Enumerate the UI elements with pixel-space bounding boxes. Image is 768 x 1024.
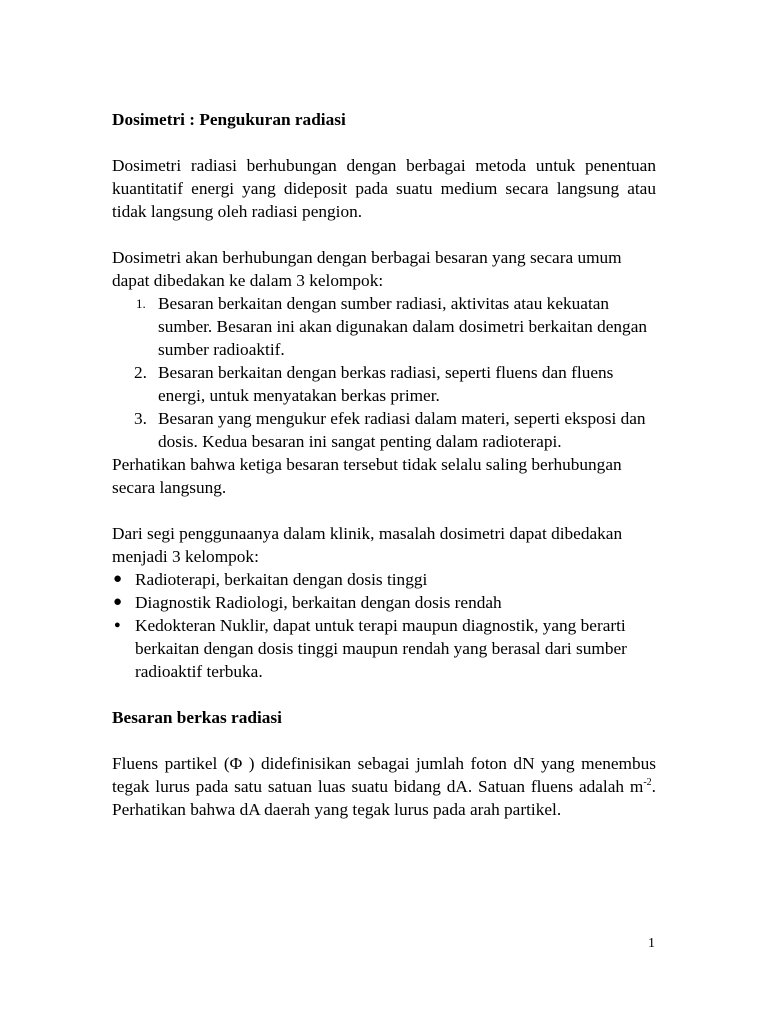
spacer: [112, 499, 656, 522]
list-item-text: Kedokteran Nuklir, dapat untuk terapi maupun diagnostik, yang berarti berkaitan dengan dosis tinggi maupun rendah yang berasal dari sumber radioaktif terbuka.: [135, 616, 627, 681]
list-item: [112, 292, 656, 361]
document-page: [112, 108, 656, 821]
bullet-icon: ●: [114, 619, 121, 631]
quantities-list: [112, 292, 656, 453]
spacer: [112, 683, 656, 706]
list-number: 2.: [134, 363, 147, 382]
list-item: [112, 361, 656, 407]
list-item: [112, 568, 656, 591]
fluence-text-part-2: . Perhatikan bahwa dA daerah yang tegak lurus pada arah partikel.: [112, 777, 656, 819]
list-item-text: Radioterapi, berkaitan dengan dosis tinggi: [135, 570, 428, 589]
page-number: 1: [648, 936, 655, 951]
list-item-text: Besaran berkaitan dengan berkas radiasi, seperti fluens dan fluens energi, untuk menyatakan berkas primer.: [158, 363, 614, 405]
spacer: [112, 131, 656, 154]
list-item-text: Besaran yang mengukur efek radiasi dalam materi, seperti eksposi dan dosis. Kedua besaran ini sangat penting dalam radioterapi.: [158, 409, 646, 451]
fluence-text-part-1: Fluens partikel (Φ ) didefinisikan sebagai jumlah foton dN yang menembus tegak lurus pada satu satuan luas suatu bidang dA. Satuan fluens adalah m: [112, 754, 656, 796]
spacer: [112, 729, 656, 752]
list-item: [112, 591, 656, 614]
list-item: [112, 407, 656, 453]
quantities-intro-paragraph: Dosimetri akan berhubungan dengan berbagai besaran yang secara umum dapat dibedakan ke dalam 3 kelompok:: [112, 248, 622, 290]
fluence-paragraph: [112, 752, 656, 821]
bullet-icon: ●: [113, 571, 123, 587]
spacer: [112, 223, 656, 246]
section-heading: Besaran berkas radiasi: [112, 708, 282, 727]
intro-paragraph: Dosimetri radiasi berhubungan dengan berbagai metoda untuk penentuan kuantitatif energi yang dideposit pada suatu medium secara langsung atau tidak langsung oleh radiasi pengion.: [112, 156, 656, 221]
list-number: 3.: [134, 409, 147, 428]
list-item: [112, 614, 656, 683]
clinical-intro-paragraph: Dari segi penggunaanya dalam klinik, masalah dosimetri dapat dibedakan menjadi 3 kelompok:: [112, 524, 623, 566]
list-item-text: Diagnostik Radiologi, berkaitan dengan dosis rendah: [135, 593, 502, 612]
clinical-groups-list: [112, 568, 656, 683]
document-title: Dosimetri : Pengukuran radiasi: [112, 110, 346, 129]
list-item-text: Besaran berkaitan dengan sumber radiasi, aktivitas atau kekuatan sumber. Besaran ini akan digunakan dalam dosimetri berkaitan dengan sumber radioaktif.: [158, 294, 648, 359]
quantities-note-paragraph: Perhatikan bahwa ketiga besaran tersebut tidak selalu saling berhubungan secara langsung.: [112, 455, 622, 497]
fluence-unit-exponent: -2: [643, 777, 652, 788]
bullet-icon: ●: [113, 594, 123, 610]
list-number: 1.: [136, 296, 146, 311]
